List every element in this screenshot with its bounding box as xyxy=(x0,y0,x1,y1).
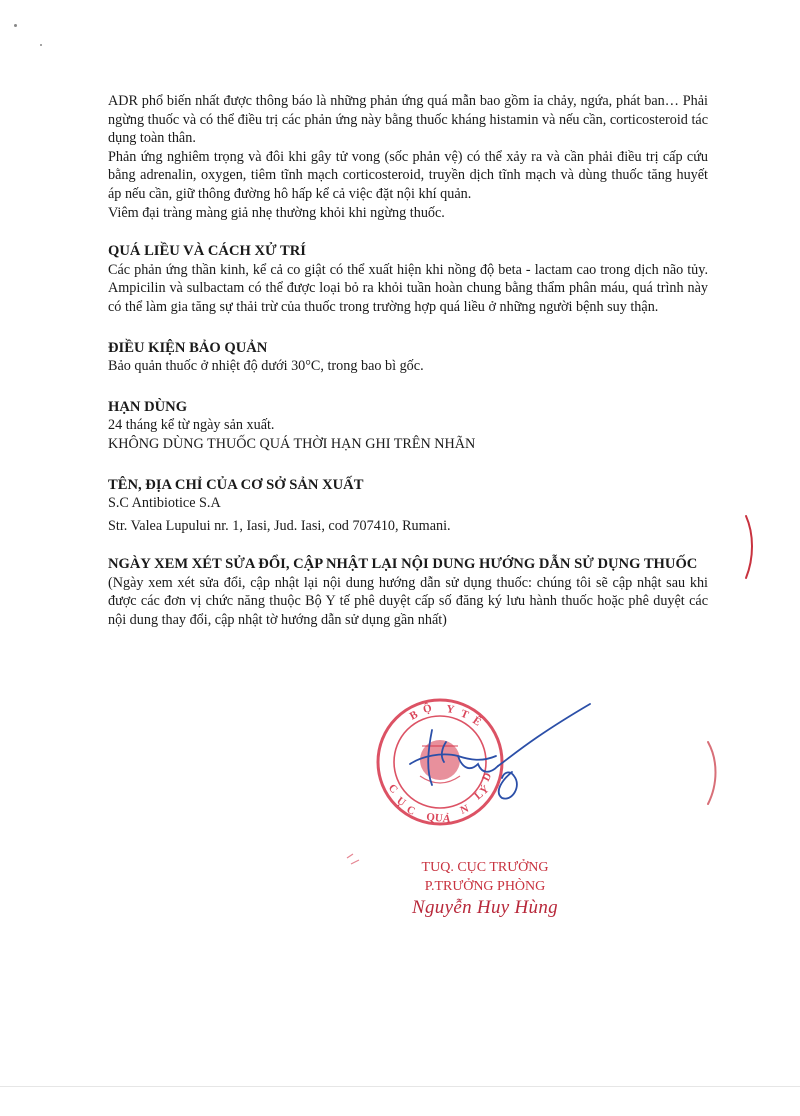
overdose-section xyxy=(108,242,708,316)
svg-text:C: C xyxy=(385,781,401,796)
svg-text:QUẢ: QUẢ xyxy=(425,811,452,826)
stamp-seal-graphic xyxy=(362,690,592,850)
margin-bracket-mark-2 xyxy=(700,738,724,808)
revision-section xyxy=(108,555,708,629)
signer-title-2: P.TRƯỞNG PHÒNG xyxy=(424,879,546,894)
revision-text: (Ngày xem xét sửa đổi, cập nhật lại nội dung hướng dẫn sử dụng thuốc: chúng tôi sẽ cập nhật sau khi được các đơn vị chức năng thuộc Bộ Y tế phê duyệt cấp số đăng ký lưu hành thuốc hoặc phê duyệt các nội dung thay đổi, cập nhật tờ hướng dẫn sử dụng gần nhất) xyxy=(108,574,708,629)
official-stamp xyxy=(362,690,592,850)
document-body xyxy=(108,92,708,630)
svg-text:Y: Y xyxy=(445,703,456,717)
expiry-line-1: 24 tháng kể từ ngày sản xuất. xyxy=(108,417,275,434)
svg-text:Ế: Ế xyxy=(470,714,484,729)
scan-speck xyxy=(40,44,42,46)
svg-text:C: C xyxy=(404,803,417,818)
adverse-paragraph-3: Viêm đại tràng màng giả nhẹ thường khỏi khi ngừng thuốc. xyxy=(108,204,445,221)
signature-block xyxy=(370,858,600,917)
manufacturer-address: Str. Valea Lupului nr. 1, Iasi, Jud. Iasi, cod 707410, Rumani. xyxy=(108,517,451,534)
signer-name: Nguyễn Huy Hùng xyxy=(412,897,558,918)
signer-title-1: TUQ. CỤC TRƯỞNG xyxy=(421,860,549,875)
scan-edge-line xyxy=(0,1086,800,1087)
storage-text: Bảo quản thuốc ở nhiệt độ dưới 30°C, trong bao bì gốc. xyxy=(108,358,424,375)
revision-heading: NGÀY XEM XÉT SỬA ĐỔI, CẬP NHẬT LẠI NỘI DUNG HƯỚNG DẪN SỬ DỤNG THUỐC xyxy=(108,556,698,573)
margin-bracket-mark-1 xyxy=(740,512,760,582)
expiry-line-2: KHÔNG DÙNG THUỐC QUÁ THỜI HẠN GHI TRÊN NHÃN xyxy=(108,435,476,452)
overdose-heading: QUÁ LIỀU VÀ CÁCH XỬ TRÍ xyxy=(108,243,306,260)
svg-text:N: N xyxy=(458,802,471,817)
manufacturer-section xyxy=(108,476,708,536)
expiry-section xyxy=(108,398,708,454)
svg-text:D: D xyxy=(480,770,495,784)
overdose-text: Các phản ứng thần kinh, kể cả co giật có thể xuất hiện khi nồng độ beta - lactam cao trong dịch não tủy. Ampicilin và sulbactam có thể được loại bỏ ra khỏi tuần hoàn chung bằng thẩm phân máu, quá trình này có thể làm gia tăng sự thải trừ của thuốc trong trường hợp quá liều ở những người bệnh suy thận. xyxy=(108,261,708,315)
svg-text:B: B xyxy=(407,708,420,723)
manufacturer-heading: TÊN, ĐỊA CHỈ CỦA CƠ SỞ SẢN XUẤT xyxy=(108,476,364,493)
stamp-smudge-mark xyxy=(345,852,365,868)
adverse-paragraph-1: ADR phổ biến nhất được thông báo là những phản ứng quá mẫn bao gồm ỉa chảy, ngứa, phát ban… Phải ngừng thuốc và có thể điều trị các phản ứng này bằng thuốc kháng histamin và nếu cần, corticosteroid tác dụng toàn thân. xyxy=(108,93,708,147)
expiry-heading: HẠN DÙNG xyxy=(108,398,188,415)
svg-text:T: T xyxy=(458,707,471,722)
scan-speck xyxy=(14,24,17,27)
adverse-paragraph-2: Phản ứng nghiêm trọng và đôi khi gây tử vong (sốc phản vệ) có thể xảy ra và cần phải điều trị cấp cứu bằng adrenalin, oxygen, tiêm tĩnh mạch corticosteroid, truyền dịch tĩnh mạch và dùng thuốc tăng huyết áp nếu cần, giữ thông đường hô hấp kể cả việc đặt nội khí quản. xyxy=(108,148,708,202)
storage-section xyxy=(108,339,708,376)
adverse-reactions-section xyxy=(108,92,708,222)
manufacturer-name: S.C Antibiotice S.A xyxy=(108,495,221,512)
svg-text:Ộ: Ộ xyxy=(421,702,434,716)
svg-text:LÝ: LÝ xyxy=(472,783,492,803)
svg-text:Ụ: Ụ xyxy=(394,794,408,810)
storage-heading: ĐIỀU KIỆN BẢO QUẢN xyxy=(108,339,268,356)
